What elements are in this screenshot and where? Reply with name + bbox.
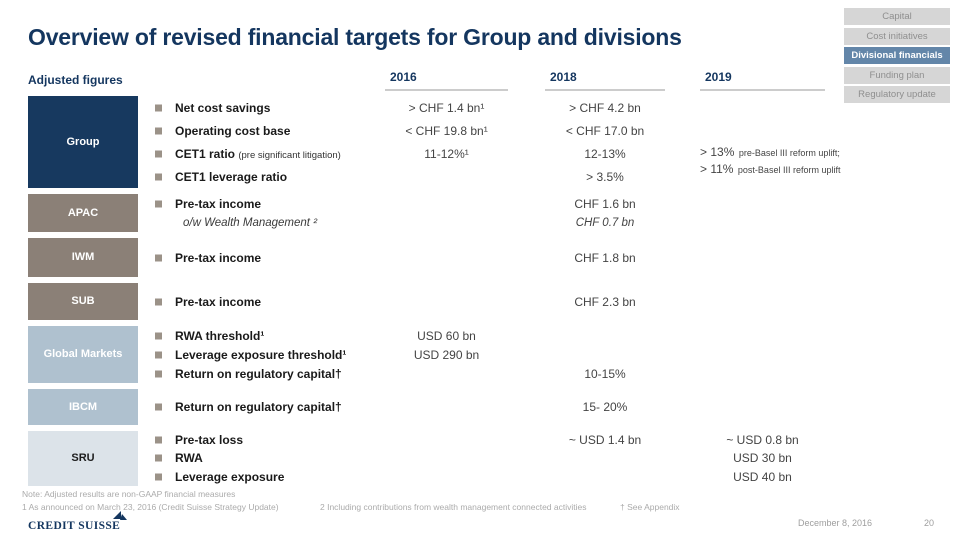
table-row (138, 96, 932, 119)
value-2018: 15- 20% (582, 400, 628, 414)
bullet-icon (155, 437, 162, 444)
division-box-iwm: IWM (28, 238, 138, 277)
division-box-group: Group (28, 96, 138, 188)
tab-cost-initiatives[interactable]: Cost initiatives (844, 28, 950, 45)
bullet-icon (155, 298, 162, 305)
row-label: Leverage exposure threshold¹ (175, 347, 347, 362)
table-row (138, 397, 932, 417)
footnote-2: 2 Including contributions from wealth management connected activities (320, 502, 587, 512)
section-global-markets (28, 326, 932, 383)
bullet-icon (155, 200, 162, 207)
row-label (175, 147, 341, 161)
value-2016: < CHF 19.8 bn¹ (405, 123, 488, 138)
row-label: Pre-tax income (175, 250, 262, 265)
basel-line-1 (700, 143, 840, 160)
value-2016: USD 60 bn (417, 328, 476, 343)
apac-rows (138, 194, 932, 232)
value-2018: CHF 2.3 bn (574, 294, 636, 309)
slide-date: December 8, 2016 (798, 518, 873, 528)
table-row (138, 142, 932, 176)
table-row (138, 468, 932, 486)
targets-table (28, 96, 932, 492)
group-rows (138, 96, 932, 188)
value-2018: CHF 0.7 bn (575, 216, 635, 229)
row-label: Return on regulatory capital† (175, 366, 342, 381)
table-row (138, 248, 932, 268)
table-header-adjusted-figures: Adjusted figures (28, 73, 123, 87)
column-header-2018: 2018 (545, 70, 665, 91)
section-iwm (28, 238, 932, 277)
global-markets-rows (138, 326, 932, 383)
value-2019: USD 30 bn (733, 451, 792, 466)
row-label: RWA (175, 451, 203, 466)
division-box-sru: SRU (28, 431, 138, 486)
credit-suisse-logo (28, 516, 138, 534)
ibcm-rows (138, 389, 932, 425)
row-label: Net cost savings (175, 100, 271, 115)
value-2016: > CHF 1.4 bn¹ (408, 100, 485, 115)
bullet-icon (155, 351, 162, 358)
footnote-1: 1 As announced on March 23, 2016 (Credit Suisse Strategy Update) (22, 502, 279, 512)
page-title: Overview of revised financial targets for Group and divisions (28, 24, 682, 50)
tab-regulatory-update[interactable]: Regulatory update (844, 86, 950, 103)
row-label: RWA threshold¹ (175, 328, 265, 343)
table-row (138, 119, 932, 142)
division-box-apac: APAC (28, 194, 138, 232)
footnote-dagger: † See Appendix (620, 502, 680, 512)
table-row (138, 431, 932, 449)
value-2018: > 3.5% (586, 169, 624, 184)
table-row (138, 194, 932, 213)
division-box-ibcm: IBCM (28, 389, 138, 425)
section-apac (28, 194, 932, 232)
basel-line-2-value: > 11% (700, 162, 734, 176)
table-row (138, 326, 932, 345)
value-2018: > CHF 4.2 bn (569, 100, 641, 115)
bullet-icon (155, 150, 162, 157)
iwm-rows (138, 238, 932, 277)
bullet-icon (155, 370, 162, 377)
nav-tabs (844, 8, 950, 103)
bullet-icon (155, 173, 162, 180)
bullet-icon (155, 404, 162, 411)
bullet-icon (155, 104, 162, 111)
bullet-icon (155, 473, 162, 480)
row-label: CET1 leverage ratio (175, 169, 288, 184)
value-2019: ~ USD 0.8 bn (726, 433, 799, 448)
basel-line-1-caption: pre-Basel III reform uplift; (738, 148, 840, 158)
row-label: Operating cost base (175, 123, 291, 138)
row-label-note: (pre significant litigation) (238, 149, 341, 161)
division-box-global-markets: Global Markets (28, 326, 138, 383)
table-row (138, 292, 932, 312)
sub-rows (138, 283, 932, 320)
row-label-italic: o/w Wealth Management ² (183, 216, 318, 229)
bullet-icon (155, 254, 162, 261)
table-row (138, 345, 932, 364)
value-2018: < CHF 17.0 bn (565, 123, 645, 138)
value-2018: CHF 1.6 bn (574, 196, 636, 211)
footnote-non-gaap: Note: Adjusted results are non-GAAP financial measures (22, 489, 236, 499)
value-2018: CHF 1.8 bn (574, 250, 636, 265)
row-label-main: CET1 ratio (175, 146, 236, 161)
sail-icon (112, 509, 128, 522)
page-number: 20 (923, 518, 934, 528)
section-ibcm (28, 389, 932, 425)
section-group (28, 96, 932, 188)
value-2016: USD 290 bn (413, 347, 480, 362)
table-row (138, 165, 932, 188)
row-label: Leverage exposure (175, 469, 285, 484)
sru-rows (138, 431, 932, 486)
table-row (138, 213, 932, 232)
value-2018: 10-15% (584, 366, 626, 381)
tab-capital[interactable]: Capital (844, 8, 950, 25)
table-row (138, 364, 932, 383)
basel-line-1-value: > 13% (700, 145, 735, 159)
value-2018: 12-13% (584, 146, 626, 161)
row-label: Pre-tax income (175, 294, 262, 309)
bullet-icon (155, 455, 162, 462)
tab-funding-plan[interactable]: Funding plan (844, 67, 950, 84)
division-box-sub: SUB (28, 283, 138, 320)
row-label: Pre-tax loss (175, 433, 244, 448)
value-2016: 11-12%¹ (424, 146, 469, 161)
section-sru (28, 431, 932, 486)
column-header-2016: 2016 (385, 70, 508, 91)
row-label: Return on regulatory capital† (175, 400, 342, 414)
row-label: Pre-tax income (175, 196, 262, 211)
tab-divisional-financials[interactable]: Divisional financials (844, 47, 950, 64)
logo-text: CREDIT SUISSE (28, 520, 121, 532)
value-2018: ~ USD 1.4 bn (568, 433, 642, 448)
value-2019: USD 40 bn (733, 469, 792, 484)
section-sub (28, 283, 932, 320)
bullet-icon (155, 127, 162, 134)
column-header-2019: 2019 (700, 70, 825, 91)
bullet-icon (155, 332, 162, 339)
basel-line-2-caption: post-Basel III reform uplift (737, 165, 841, 175)
table-row (138, 449, 932, 467)
